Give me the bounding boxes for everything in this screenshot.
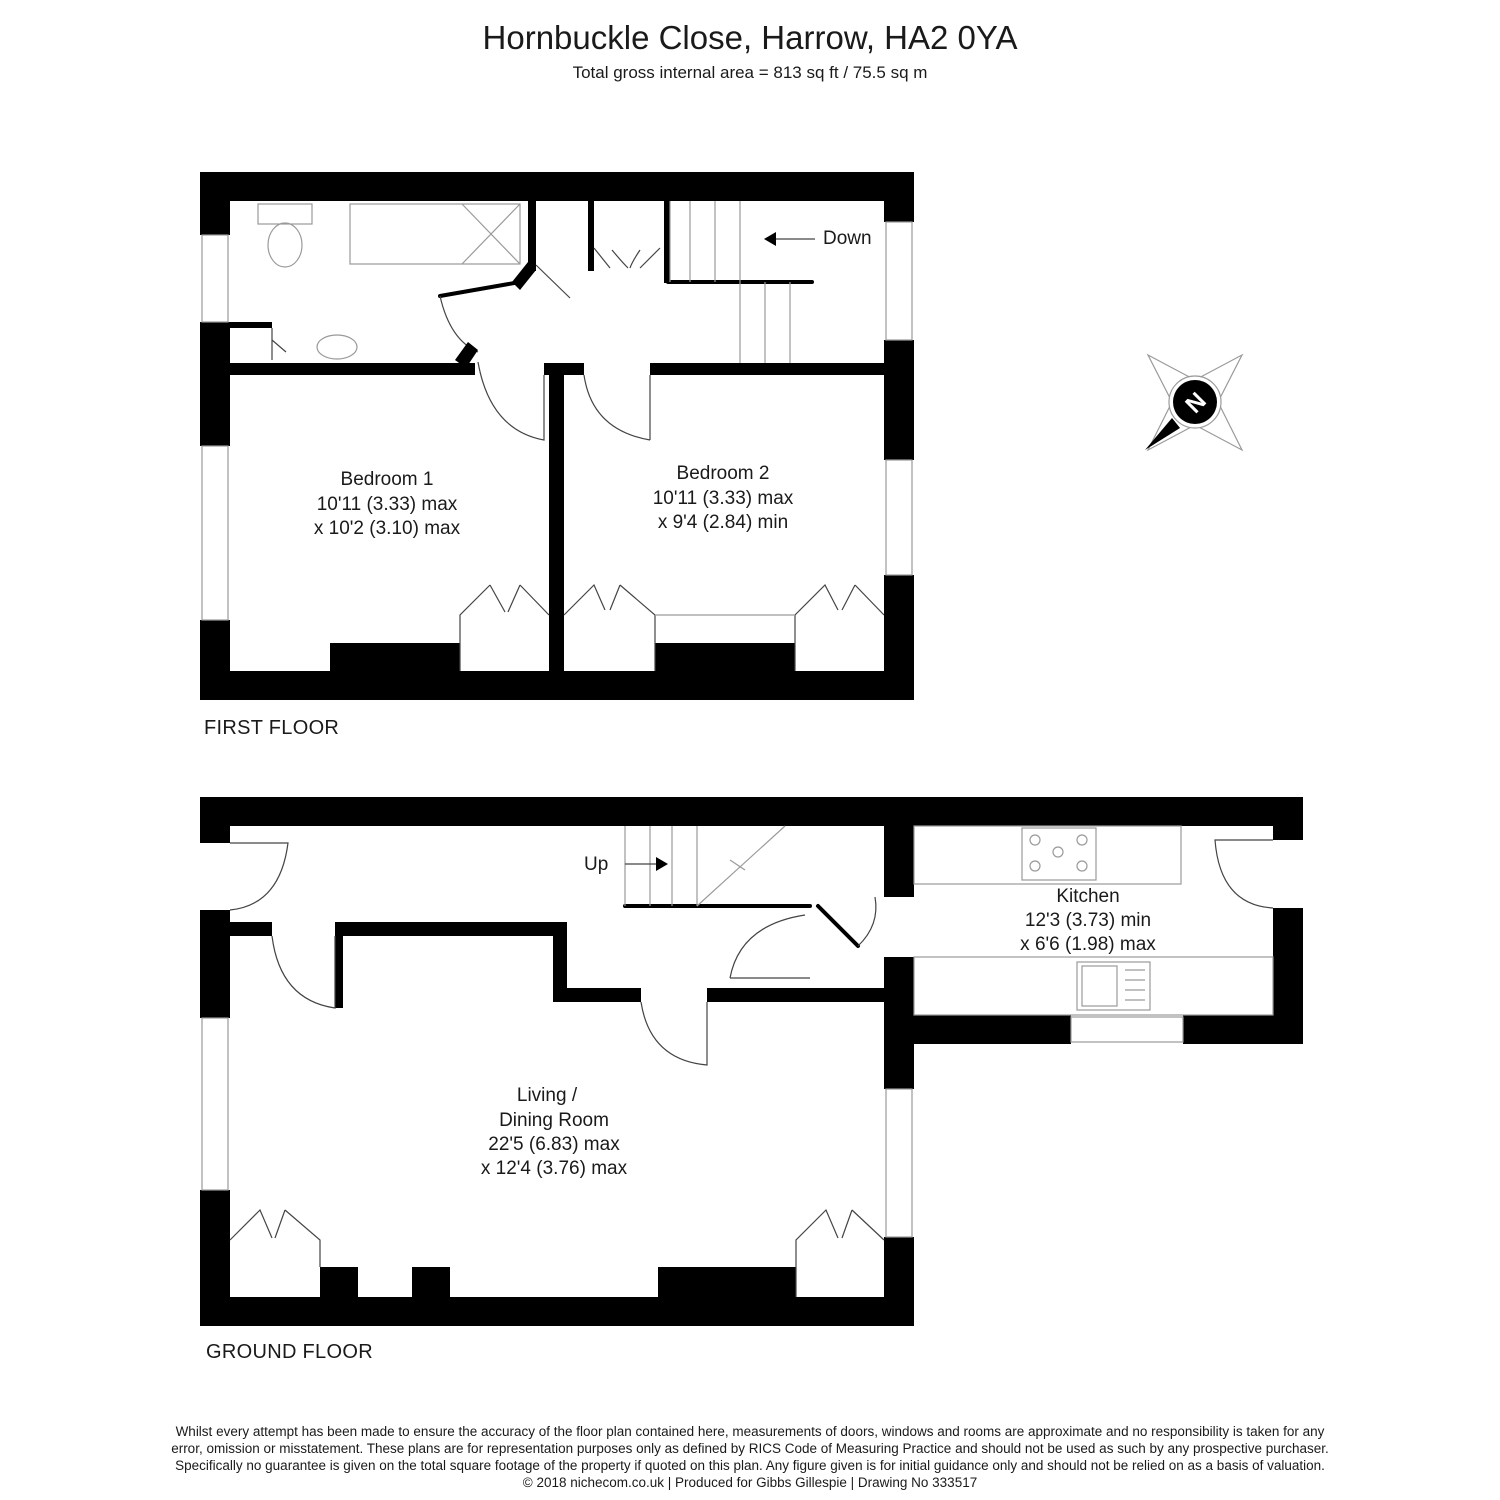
door-leaf xyxy=(440,282,520,296)
room-name: Dining Room xyxy=(499,1110,609,1131)
wall xyxy=(200,1297,914,1326)
room-dimension: 10'11 (3.33) max xyxy=(316,494,458,515)
door-swing xyxy=(272,936,335,1008)
room-dimension: x 9'4 (2.84) min xyxy=(657,512,789,533)
compass-letter: N xyxy=(1180,387,1212,419)
room-name: Kitchen xyxy=(1056,886,1120,907)
room-dimension: 10'11 (3.33) max xyxy=(652,488,794,509)
wall xyxy=(230,922,272,936)
door-swing xyxy=(230,843,288,910)
wall xyxy=(200,1190,230,1326)
wall xyxy=(884,1237,914,1326)
wall xyxy=(884,797,914,897)
stair-direction-arrow xyxy=(764,232,776,246)
disclaimer xyxy=(60,1423,1440,1491)
window xyxy=(202,446,228,620)
window xyxy=(886,1089,912,1237)
toilet-fixture xyxy=(258,204,312,224)
door-swing xyxy=(641,1002,707,1065)
door-swing xyxy=(594,248,660,268)
room-name: Bedroom 2 xyxy=(676,463,770,484)
window xyxy=(202,1018,228,1190)
sink-fixture xyxy=(1077,962,1150,1010)
bath-fixture xyxy=(350,204,520,264)
wall xyxy=(650,363,884,375)
room-dimension: 22'5 (6.83) max xyxy=(488,1134,620,1155)
room-name: Living / xyxy=(516,1085,578,1106)
wall xyxy=(200,797,230,843)
stairs-up-label: Up xyxy=(584,854,609,875)
disclaimer-line: Whilst every attempt has been made to ensure the accuracy of the floor plan contained here, measurements of doors, windows and rooms are approximate and no responsibility is taken for any xyxy=(175,1424,1325,1439)
stairs-down-label: Down xyxy=(823,228,872,249)
wall xyxy=(335,922,567,936)
staircase xyxy=(625,826,785,906)
hob-fixture xyxy=(1077,835,1087,845)
door-swing xyxy=(858,897,876,946)
disclaimer-line: Specifically no guarantee is given on the total square footage of the property if quoted on this plan. Any figure given is for initial guidance only and should not be relied on as a basis of valuation. xyxy=(175,1458,1325,1473)
door-swing xyxy=(1215,840,1273,908)
wall xyxy=(330,643,460,671)
page-title: Hornbuckle Close, Harrow, HA2 0YA xyxy=(482,19,1018,56)
wall xyxy=(230,363,475,375)
first-floor-label: FIRST FLOOR xyxy=(204,717,340,739)
wardrobe xyxy=(796,1210,884,1297)
wardrobe xyxy=(460,585,549,671)
wall xyxy=(200,671,914,700)
hob-fixture xyxy=(1053,847,1063,857)
wall xyxy=(200,172,230,235)
hob-fixture xyxy=(1077,861,1087,871)
wall xyxy=(200,797,1303,826)
wall xyxy=(588,201,594,271)
wall xyxy=(884,340,914,460)
disclaimer-line: error, omission or misstatement. These plans are for representation purposes only as defined by RICS Code of Measuring Practice and should not be used as such by any prospective purchaser. xyxy=(171,1441,1329,1456)
room-dimension: x 10'2 (3.10) max xyxy=(313,518,461,539)
wall xyxy=(884,172,914,222)
door-swing xyxy=(730,915,805,978)
copyright-line: © 2018 nichecom.co.uk | Produced for Gibbs Gillespie | Drawing No 333517 xyxy=(522,1475,978,1490)
wall xyxy=(200,172,914,201)
first-floor-plan xyxy=(200,172,914,700)
wall xyxy=(553,988,641,1002)
door-swing xyxy=(440,296,478,352)
wall xyxy=(655,643,795,671)
wall xyxy=(914,1015,1071,1044)
window xyxy=(202,235,228,322)
wall xyxy=(664,201,670,283)
basin-fixture xyxy=(317,335,357,359)
door-swing xyxy=(536,265,570,298)
hob-fixture xyxy=(1030,835,1040,845)
room-dimension: x 12'4 (3.76) max xyxy=(480,1158,628,1179)
ground-floor-plan xyxy=(200,797,1303,1326)
window xyxy=(886,460,912,575)
wardrobe xyxy=(564,585,655,671)
wall xyxy=(884,957,914,1089)
wall xyxy=(200,620,230,700)
wall xyxy=(707,988,884,1002)
wall xyxy=(549,363,564,671)
wardrobe xyxy=(795,585,884,671)
north-compass-icon xyxy=(1145,355,1242,450)
sink-fixture xyxy=(1082,966,1117,1006)
window xyxy=(886,222,912,340)
wall xyxy=(528,201,536,271)
wall xyxy=(200,910,230,1018)
wall xyxy=(1273,797,1303,840)
wall xyxy=(412,1267,450,1297)
wall xyxy=(1183,1015,1303,1044)
door-swing xyxy=(272,328,286,360)
wall xyxy=(230,322,272,328)
door-leaf xyxy=(818,906,858,946)
wall xyxy=(320,1267,358,1297)
total-area: Total gross internal area = 813 sq ft / 75.5 sq m xyxy=(572,63,928,82)
wall xyxy=(200,322,230,446)
wall xyxy=(884,575,914,700)
door-swing xyxy=(584,375,650,440)
ground-floor-label: GROUND FLOOR xyxy=(206,1341,373,1363)
stair-direction-arrow xyxy=(656,857,668,871)
door-swing xyxy=(478,362,544,440)
toilet-fixture xyxy=(268,223,302,267)
room-dimension: 12'3 (3.73) min xyxy=(1024,910,1152,931)
hob-fixture xyxy=(1030,861,1040,871)
window xyxy=(1071,1017,1183,1042)
wall xyxy=(335,922,343,1008)
wardrobe xyxy=(230,1210,320,1267)
wall xyxy=(658,1267,796,1297)
room-name: Bedroom 1 xyxy=(340,469,434,490)
kitchen-worktop xyxy=(914,826,1181,884)
room-dimension: x 6'6 (1.98) max xyxy=(1020,934,1156,955)
